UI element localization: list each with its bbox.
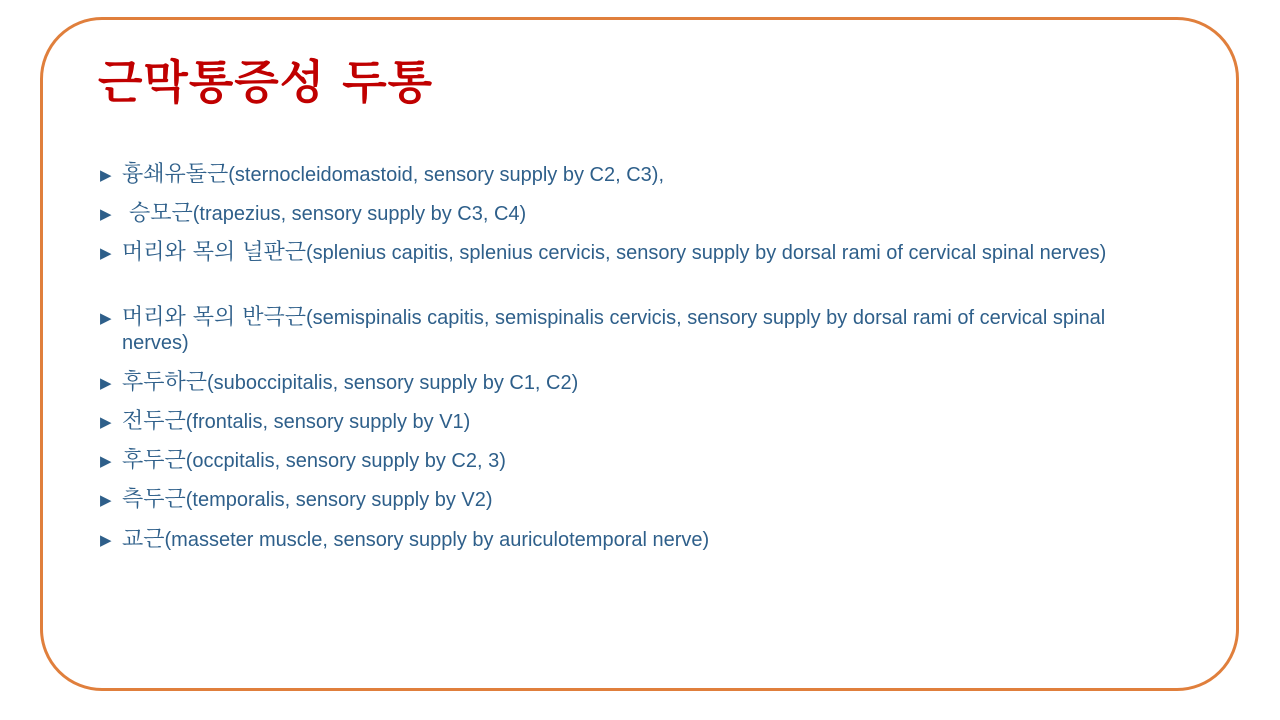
triangle-bullet-icon: ▶ xyxy=(100,374,112,392)
muscle-korean-name: 승모근 xyxy=(122,201,193,226)
list-item xyxy=(100,162,1140,188)
muscle-korean-name: 교근 xyxy=(122,527,165,552)
list-item-text xyxy=(122,527,709,553)
triangle-bullet-icon: ▶ xyxy=(100,309,112,327)
list-item-text xyxy=(122,370,578,396)
muscle-korean-name: 후두근 xyxy=(122,448,186,473)
triangle-bullet-icon: ▶ xyxy=(100,166,112,184)
triangle-bullet-icon: ▶ xyxy=(100,491,112,509)
list-item-text xyxy=(122,240,1106,266)
muscle-detail: (masseter muscle, sensory supply by auriculotemporal nerve) xyxy=(164,529,710,551)
muscle-detail: (frontalis, sensory supply by V1) xyxy=(185,411,471,433)
list-item-text xyxy=(122,201,526,227)
muscle-korean-name: 머리와 목의 반극근 xyxy=(122,305,307,330)
muscle-detail: (occpitalis, sensory supply by C2, 3) xyxy=(185,450,506,472)
list-item xyxy=(100,448,1140,474)
list-item-text xyxy=(122,409,470,435)
triangle-bullet-icon: ▶ xyxy=(100,205,112,223)
muscle-detail: (semispinalis capitis, semispinalis cervicis, sensory supply by dorsal rami of cervical spinal nerves) xyxy=(122,307,1106,354)
list-item-text xyxy=(122,448,506,474)
triangle-bullet-icon: ▶ xyxy=(100,452,112,470)
muscle-detail: (temporalis, sensory supply by V2) xyxy=(185,489,493,511)
list-item xyxy=(100,409,1140,435)
list-item-text xyxy=(122,162,664,188)
list-item xyxy=(100,487,1140,513)
muscle-korean-name: 후두하근 xyxy=(122,370,208,395)
muscle-detail: (sternocleidomastoid, sensory supply by C2, C3), xyxy=(228,164,665,186)
slide-title: 근막통증성 두통 xyxy=(98,55,434,109)
muscle-korean-name: 전두근 xyxy=(122,409,186,434)
muscle-korean-name: 측두근 xyxy=(122,487,186,512)
list-item xyxy=(100,527,1140,553)
muscle-detail: (splenius capitis, splenius cervicis, sensory supply by dorsal rami of cervical spinal nerves) xyxy=(306,242,1107,264)
muscle-korean-name: 흉쇄유돌근 xyxy=(122,162,229,187)
muscle-korean-name: 머리와 목의 널판근 xyxy=(122,240,307,265)
muscle-detail: (trapezius, sensory supply by C3, C4) xyxy=(192,203,527,225)
list-item xyxy=(100,240,1140,266)
triangle-bullet-icon: ▶ xyxy=(100,244,112,262)
muscle-detail: (suboccipitalis, sensory supply by C1, C2) xyxy=(207,372,579,394)
triangle-bullet-icon: ▶ xyxy=(100,531,112,549)
list-item-text xyxy=(122,487,493,513)
list-item xyxy=(100,370,1140,396)
list-item xyxy=(100,305,1140,356)
list-item-text xyxy=(122,305,1140,356)
list-item xyxy=(100,201,1140,227)
triangle-bullet-icon: ▶ xyxy=(100,413,112,431)
